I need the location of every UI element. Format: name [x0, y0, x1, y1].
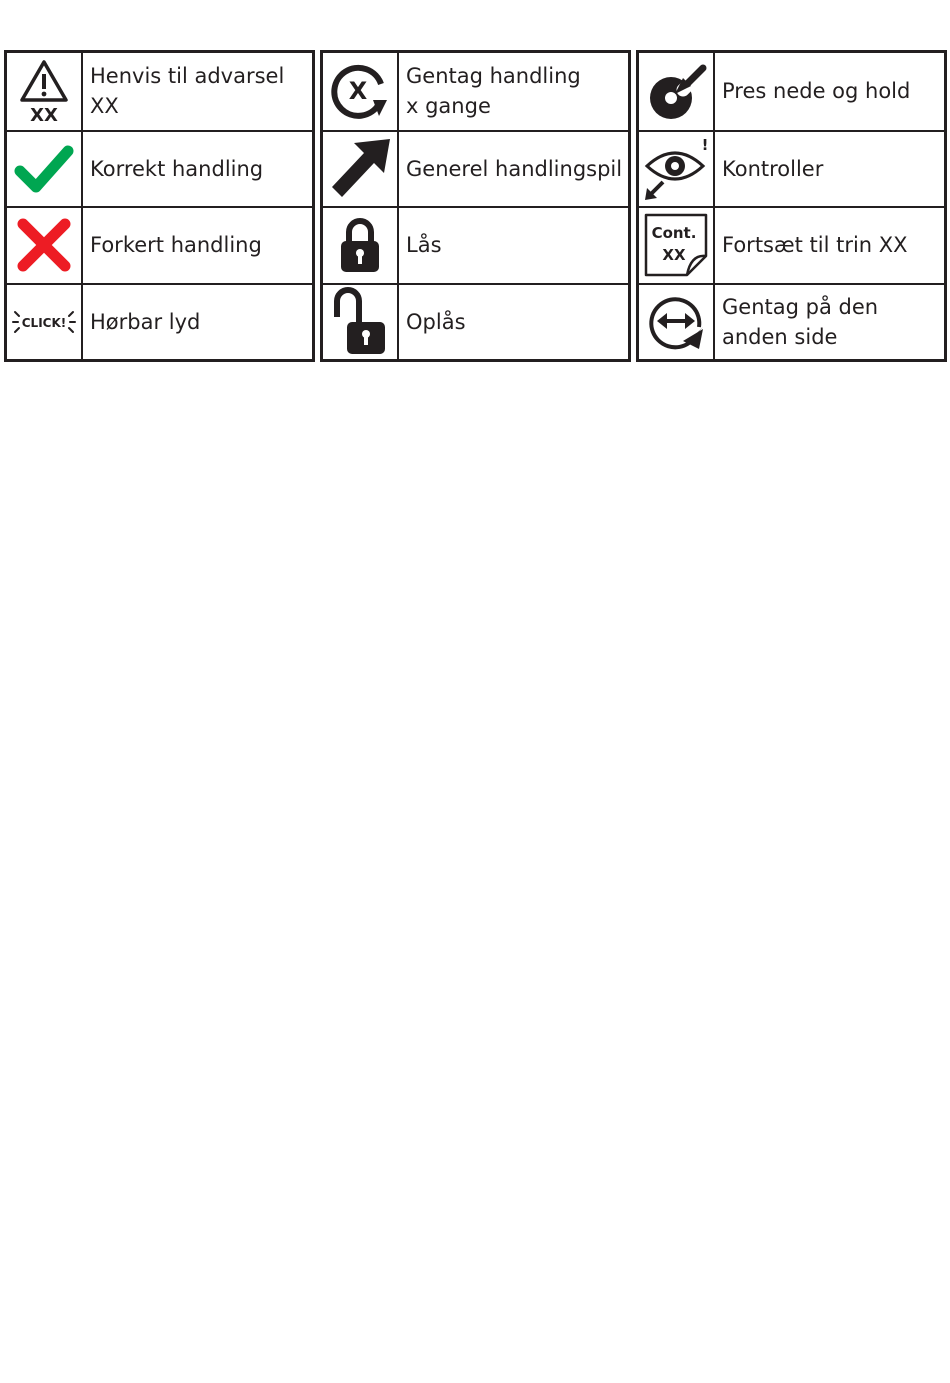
legend-row [639, 283, 944, 360]
legend-row [323, 283, 628, 360]
legend-label: Oplås [406, 309, 466, 334]
legend-table-3 [636, 50, 947, 362]
continue-icon-text: Cont. [651, 224, 697, 243]
press-and-hold-icon [639, 53, 715, 130]
legend-row [639, 130, 944, 207]
legend-label: Kontroller [722, 156, 824, 181]
legend-row [323, 206, 628, 283]
legend-label: Fortsæt til trin XX [722, 233, 908, 258]
legend-label: Gentag på den anden side [722, 294, 879, 349]
legend-label: Lås [406, 233, 442, 258]
warning-icon-text: XX [30, 105, 58, 125]
repeat-x-times-icon [323, 53, 399, 130]
legend-row [7, 130, 312, 207]
legend-label: Korrekt handling [90, 156, 264, 181]
continue-page-icon [639, 208, 715, 283]
inspect-eye-icon [639, 132, 715, 207]
legend-table-2 [320, 50, 631, 362]
click-sound-icon [7, 285, 83, 360]
inspect-icon-text: ! [701, 135, 709, 154]
warning-triangle-icon [7, 53, 83, 130]
red-cross-icon [7, 208, 83, 283]
padlock-locked-icon [323, 208, 399, 283]
legend-label: Generel handlingspil [406, 156, 623, 181]
legend-row [639, 53, 944, 130]
legend-label: Hørbar lyd [90, 309, 201, 334]
green-checkmark-icon [7, 132, 83, 207]
repeat-other-side-icon [639, 285, 715, 360]
symbol-legend [4, 50, 947, 362]
continue-icon-step: XX [662, 246, 686, 265]
legend-label: Forkert handling [90, 233, 262, 258]
legend-label: Gentag handling x gange [406, 64, 581, 119]
legend-row [639, 206, 944, 283]
arrow-up-right-icon [323, 132, 399, 207]
legend-row [323, 130, 628, 207]
legend-row [7, 53, 312, 130]
legend-row [7, 283, 312, 360]
legend-label: Pres nede og hold [722, 79, 911, 104]
legend-label: Henvis til advarsel XX [90, 64, 285, 119]
repeat-icon-text: X [348, 77, 368, 106]
legend-table-1 [4, 50, 315, 362]
click-icon-text: CLICK! [21, 315, 67, 330]
legend-row [7, 206, 312, 283]
legend-row [323, 53, 628, 130]
padlock-unlocked-icon [323, 285, 399, 360]
